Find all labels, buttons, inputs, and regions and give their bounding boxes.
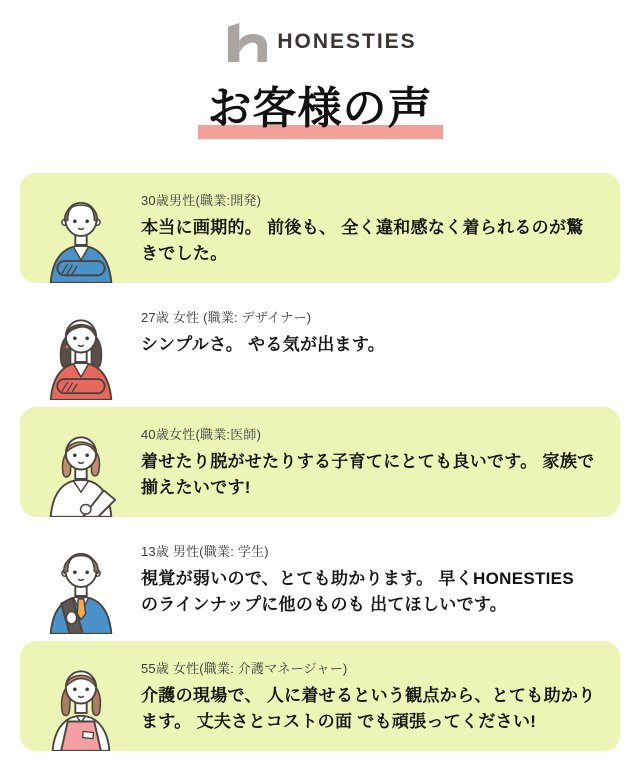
testimonial-card-4 [20, 524, 620, 634]
honesties-logo-icon [223, 22, 269, 62]
testimonial-card-2 [20, 290, 620, 400]
testimonial-card-3 [20, 407, 620, 517]
testimonial-meta: 27歳 女性 (職業: デザイナー) [141, 309, 312, 325]
avatar-boy-student-icon [45, 539, 117, 634]
testimonial-card-5 [20, 641, 620, 751]
testimonial-meta: 13歳 男性(職業: 学生) [141, 543, 269, 559]
testimonial-quote: 介護の現場で、 人に着せるという観点から、とても助かります。 丈夫さとコストの面 でも頑張ってください! [141, 685, 596, 731]
testimonial-meta: 55歳 女性(職業: 介護マネージャー) [141, 660, 348, 676]
brand-name: HONESTIES [277, 30, 417, 53]
testimonial-card-1 [20, 173, 620, 283]
testimonial-quote: 着せたり脱がせたりする子育てにとても良いです。 家族で揃えたいです! [141, 451, 595, 497]
avatar-man-developer-icon [45, 188, 117, 283]
title-section [0, 84, 640, 139]
avatar-woman-doctor-icon [45, 422, 117, 517]
testimonial-meta: 40歳女性(職業:医師) [141, 426, 262, 442]
testimonial-quote: 視覚が弱いので、とても助かります。 早くHONESTIES のラインナップに他のものも 出てほしいです。 [141, 568, 574, 614]
testimonial-quote: 本当に画期的。 前後も、 全く違和感なく着られるのが驚きでした。 [141, 217, 584, 263]
avatar-woman-caregiver-icon [45, 656, 117, 751]
testimonial-quote: シンプルさ。 やる気が出ます。 [141, 334, 386, 354]
testimonial-meta: 30歳男性(職業:開発) [141, 192, 262, 208]
site-header [0, 0, 640, 62]
page-title: お客様の声 [198, 84, 443, 139]
avatar-woman-designer-icon [45, 305, 117, 400]
testimonial-list [20, 173, 620, 751]
